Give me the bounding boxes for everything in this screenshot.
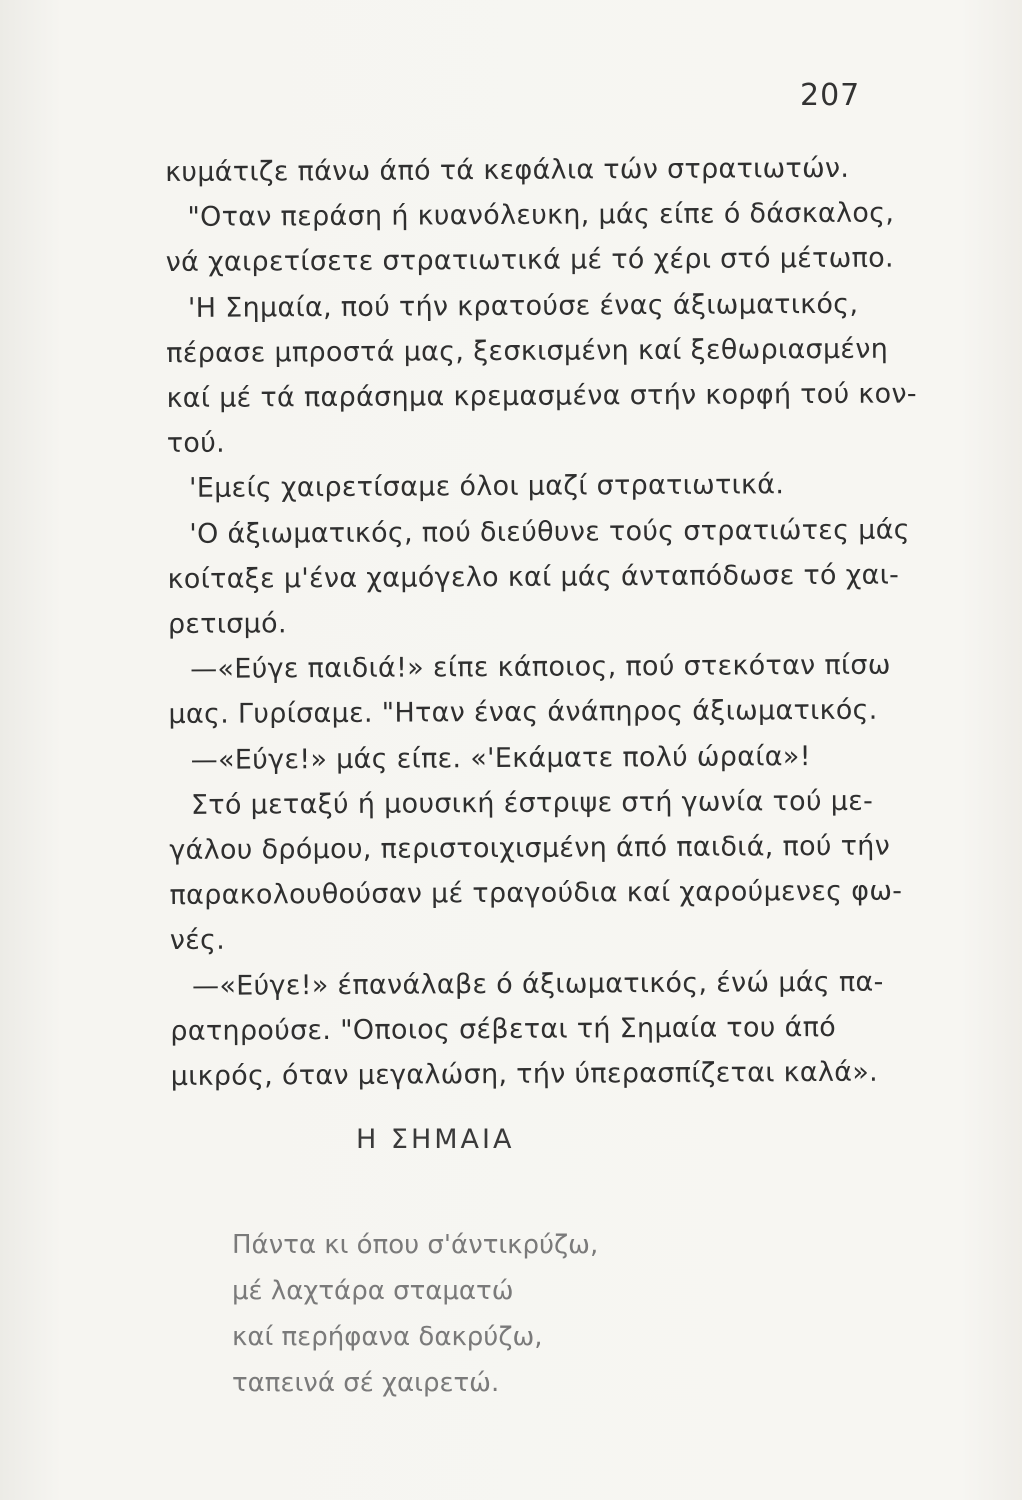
poem-line: Πάντα κι όπου σ'άντικρύζω, [232,1230,599,1260]
page-number: 207 [800,78,861,113]
prose-line: Στό μεταξύ ή μουσική έστριψε στή γωνία τού με- [190,785,874,821]
prose-line: νά χαιρετίσετε στρατιωτικά μέ τό χέρι στό μέτωπο. [165,242,894,279]
prose-text [165,145,917,1099]
prose-line: ρατηρούσε. "Οποιος σέβεται τή Σημαία του άπό [170,1011,837,1047]
poem-line: μέ λαχτάρα σταματώ [232,1276,514,1306]
poem-title: Η ΣΗΜΑΙΑ [356,1124,515,1155]
poem-line: καί περήφανα δακρύζω, [232,1322,543,1352]
prose-line: μικρός, όταν μεγαλώση, τήν ύπερασπίζεται καλά». [170,1056,879,1093]
prose-line: κυμάτιζε πάνω άπό τά κεφάλια τών στρατιωτών. [165,152,850,188]
prose-line: —«Εύγε!» μάς είπε. «'Εκάματε πολύ ώραία»! [190,740,811,776]
prose-line: πέρασε μπροστά μας, ξεσκισμένη καί ξεθωριασμένη [166,333,889,369]
prose-line: "Οταν περάση ή κυανόλευκη, μάς είπε ό δάσκαλος, [187,197,895,234]
prose-line: μας. Γυρίσαμε. "Ηταν ένας άνάπηρος άξιωματικός. [168,695,878,731]
prose-line: παρακολουθούσαν μέ τραγούδια καί χαρούμενες φω- [169,875,903,912]
prose-line: κοίταξε μ'ένα χαμόγελο καί μάς άνταπόδωσε τό χαι- [167,559,900,595]
prose-line: τού. [166,427,226,460]
poem [232,1222,598,1406]
prose-line: γάλου δρόμου, περιστοιχισμένη άπό παιδιά, πού τήν [169,830,891,867]
prose-line: 'Εμείς χαιρετίσαμε όλοι μαζί στρατιωτικά. [188,469,785,505]
prose-line: —«Εύγε!» έπανάλαβε ό άξιωματικός, ένώ μάς πα- [192,966,884,1002]
prose-line: —«Εύγε παιδιά!» είπε κάποιος, πού στεκόταν πίσω [190,649,891,686]
poem-line: ταπεινά σέ χαιρετώ. [232,1368,500,1398]
prose-line: ρετισμό. [167,608,287,641]
prose-line: καί μέ τά παράσημα κρεμασμένα στήν κορφή τού κον- [166,378,917,415]
prose-line: 'Η Σημαία, πού τήν κρατούσε ένας άξιωματικός, [187,288,859,324]
prose-line: 'Ο άξιωματικός, πού διεύθυνε τούς στρατιώτες μάς [189,514,910,550]
prose-line: νές. [169,925,226,957]
